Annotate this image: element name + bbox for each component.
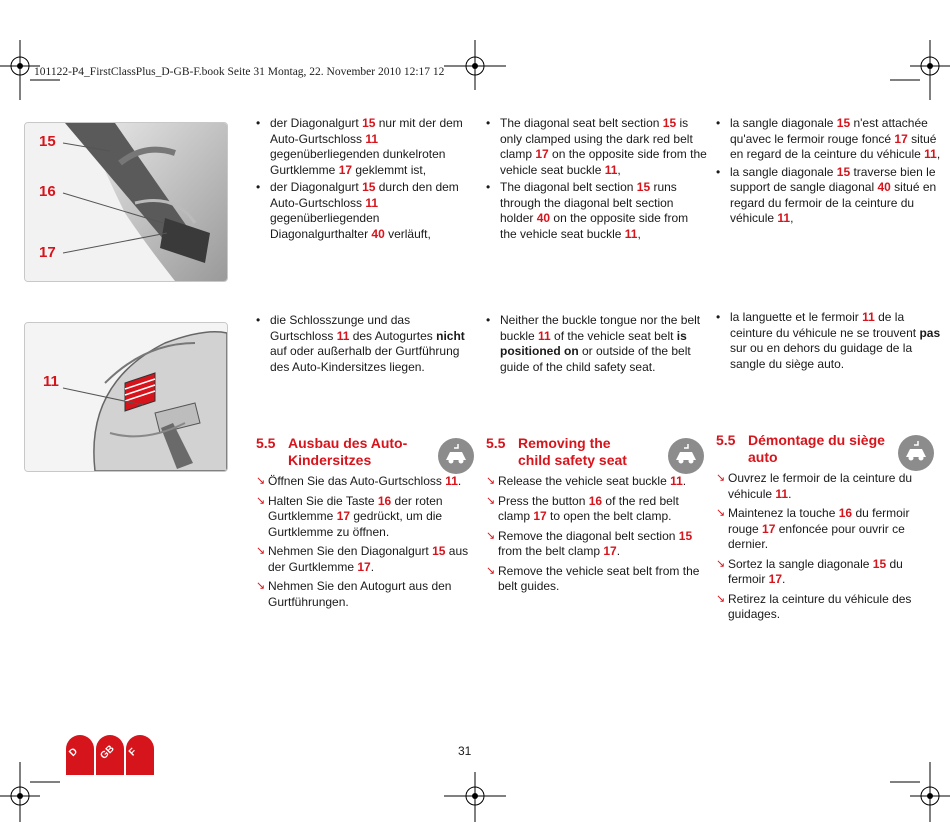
body-text: or outside of the belt guide of the child safety seat. <box>500 344 691 374</box>
step-arrow-icon: ↘ <box>486 475 496 487</box>
reference-number: 17 <box>357 559 371 574</box>
body-text: traverse bien le support de sangle diagonal <box>730 164 936 194</box>
body-text: der Diagonalgurt <box>270 116 363 130</box>
body-text: Neither the buckle tongue nor the belt buckle <box>500 313 701 343</box>
crop-mark-bottom-center <box>444 762 506 822</box>
step-arrow-icon: ↘ <box>486 494 496 507</box>
body-text: Sortez la sangle diagonale <box>728 556 873 571</box>
reference-number: 15 <box>636 180 651 194</box>
steps-german <box>256 474 471 614</box>
body-text: from the belt clamp <box>498 544 604 558</box>
body-text: nur mit der dem Auto-Gurtschloss <box>270 116 463 146</box>
reference-number: 16 <box>588 493 603 508</box>
block2-french <box>716 310 942 374</box>
bullet-item <box>486 180 708 242</box>
car-seat-removal-icon <box>438 438 474 474</box>
body-text: sur ou en dehors du guidage de la sangle du siège auto. <box>730 341 913 371</box>
reference-number: 15 <box>872 556 887 571</box>
instruction-step <box>256 544 471 575</box>
section-title-en: 5.5 Removing the child safety seat <box>486 435 627 468</box>
body-text: , <box>790 211 794 225</box>
instruction-step <box>486 494 708 525</box>
callout-16: 16 <box>39 183 56 200</box>
body-text: . <box>782 572 786 586</box>
reference-number: 17 <box>535 147 549 161</box>
reference-number: 16 <box>377 493 392 508</box>
callout-15: 15 <box>39 133 56 150</box>
reference-number: 11 <box>775 486 789 501</box>
reference-number: 15 <box>678 528 693 543</box>
reference-number: 11 <box>365 131 379 146</box>
body-text: Nehmen Sie den Autogurt aus den Gurtführungen. <box>268 579 452 609</box>
body-text: de la ceinture du véhicule ne se trouvent <box>730 310 920 340</box>
reference-number: 17 <box>894 131 908 146</box>
reference-number: 15 <box>362 180 376 194</box>
section-title-de: 5.5 Ausbau des Auto- Kindersitzes <box>256 435 408 468</box>
body-text: verläuft, <box>384 226 431 241</box>
reference-number: 17 <box>762 521 776 536</box>
steps-english <box>486 474 708 599</box>
body-text: auf oder außerhalb der Gurtführung des Auto-Kindersitzes liegen. <box>270 344 460 374</box>
instruction-step <box>256 579 471 610</box>
step-arrow-icon: ↘ <box>256 545 266 557</box>
step-arrow-icon: ↘ <box>716 472 726 484</box>
body-text: is only clamped using the dark red belt clamp <box>500 116 693 161</box>
body-text: , <box>617 162 621 177</box>
figure-belt-clamp <box>24 122 228 282</box>
reference-number: 11 <box>365 195 379 210</box>
buckle-position-drawing <box>25 323 227 471</box>
instruction-step <box>256 494 471 541</box>
body-text: on the opposite side from the vehicle seat buckle <box>500 211 689 241</box>
language-tab-f: F <box>126 735 154 775</box>
reference-number: 11 <box>445 474 458 488</box>
step-arrow-icon: ↘ <box>716 557 726 570</box>
section-title-fr: 5.5 Démontage du siège auto <box>716 432 885 465</box>
reference-number: 11 <box>924 147 937 161</box>
reference-number: 11 <box>670 474 683 488</box>
body-text: geklemmt ist, <box>352 162 427 177</box>
step-arrow-icon: ↘ <box>486 529 496 542</box>
instruction-step <box>486 564 708 595</box>
body-text: runs through the diagonal belt section holder <box>500 180 677 225</box>
block2-de-item <box>256 313 471 375</box>
body-text: Öffnen Sie das Auto-Gurtschloss <box>268 474 446 488</box>
body-text: der Diagonalgurt <box>270 180 363 194</box>
body-text: situé en regard de la ceinture du véhicule <box>730 131 937 161</box>
reference-number: 40 <box>371 226 385 241</box>
reference-number: 15 <box>836 164 851 179</box>
block1-english <box>486 116 708 244</box>
body-text: gedrückt, um die Gurtklemme zu öffnen. <box>268 509 443 539</box>
block2-fr-item <box>716 310 942 372</box>
car-seat-removal-icon <box>668 438 704 474</box>
block2-english <box>486 313 708 377</box>
body-text: on the opposite side from the vehicle seat buckle <box>500 147 707 177</box>
reference-number: 15 <box>362 116 376 130</box>
reference-number: 11 <box>862 310 875 324</box>
reference-number: 40 <box>536 211 551 225</box>
reference-number: 15 <box>836 116 851 130</box>
instruction-step <box>716 506 942 553</box>
callout-17: 17 <box>39 244 56 261</box>
block1-french <box>716 116 942 229</box>
bullet-item <box>486 116 708 178</box>
body-text: Retirez la ceinture du véhicule des guidages. <box>728 591 912 621</box>
body-text: . <box>370 559 375 574</box>
page-number: 31 <box>458 744 472 758</box>
body-text: Remove the diagonal belt section <box>498 528 679 543</box>
body-text: Remove the vehicle seat belt from the belt guides. <box>498 563 700 593</box>
body-text: . <box>457 474 462 488</box>
emphasis-text: is positioned on <box>500 328 687 358</box>
body-text: gegenüberliegenden Diagonalgurthalter <box>270 211 380 241</box>
reference-number: 40 <box>877 180 891 194</box>
reference-number: 11 <box>538 328 551 343</box>
reference-number: 17 <box>603 544 617 558</box>
step-arrow-icon: ↘ <box>716 507 726 519</box>
body-text: du fermoir rouge <box>728 506 910 536</box>
instruction-step <box>716 471 942 502</box>
body-text: of the red belt clamp <box>498 493 679 523</box>
body-text: situé en regard du fermoir de la ceinture du véhicule <box>730 180 937 225</box>
crop-mark-top-right <box>890 40 950 100</box>
body-text: . <box>788 486 792 501</box>
reference-number: 17 <box>533 509 547 523</box>
crop-mark-bottom-right <box>890 762 950 822</box>
reference-number: 11 <box>336 328 350 343</box>
body-text: of the vehicle seat belt <box>550 328 677 343</box>
crop-mark-bottom-left <box>0 762 60 822</box>
body-text: Ouvrez le fermoir de la ceinture du véhicule <box>728 471 913 501</box>
language-tab-d: D <box>66 735 94 775</box>
block1-german <box>256 116 471 244</box>
body-text: The diagonal belt section <box>500 180 637 194</box>
body-text: . <box>682 474 687 488</box>
instruction-step <box>716 592 942 623</box>
body-text: Press the button <box>498 493 589 508</box>
car-seat-removal-icon <box>898 435 934 471</box>
body-text: to open the belt clamp. <box>546 509 672 523</box>
crop-mark-top-center <box>444 40 506 100</box>
reference-number: 11 <box>777 211 791 225</box>
body-text: der roten Gurtklemme <box>268 493 443 523</box>
reference-number: 11 <box>604 162 618 177</box>
figure-buckle-position <box>24 322 228 472</box>
bullet-item <box>256 180 471 242</box>
reference-number: 11 <box>624 226 638 241</box>
language-tab-gb: GB <box>96 735 124 775</box>
body-text: Maintenez la touche <box>728 506 839 520</box>
reference-number: 17 <box>336 509 351 523</box>
step-arrow-icon: ↘ <box>256 580 266 592</box>
body-text: die Schlosszunge und das Gurtschloss <box>270 313 411 343</box>
body-text: , <box>936 147 941 161</box>
body-text: la sangle diagonale <box>730 116 837 130</box>
instruction-step <box>256 474 471 490</box>
body-text: Release the vehicle seat buckle <box>498 474 671 488</box>
body-text: . <box>616 544 621 558</box>
step-arrow-icon: ↘ <box>716 592 726 605</box>
reference-number: 15 <box>432 544 446 558</box>
step-arrow-icon: ↘ <box>256 494 266 507</box>
bullet-item <box>716 165 942 227</box>
block2-en-item <box>486 313 708 375</box>
reference-number: 15 <box>662 116 677 130</box>
emphasis-text: nicht <box>436 328 465 343</box>
body-text: aus der Gurtklemme <box>268 544 469 574</box>
body-text: des Autogurtes <box>349 328 437 343</box>
emphasis-text: pas <box>919 325 941 340</box>
body-text: Nehmen Sie den Diagonalgurt <box>268 544 433 558</box>
reference-number: 17 <box>338 162 353 177</box>
instruction-step <box>486 529 708 560</box>
body-text: durch den dem Auto-Gurtschloss <box>270 180 459 210</box>
steps-french <box>716 471 942 627</box>
reference-number: 17 <box>768 572 783 586</box>
step-arrow-icon: ↘ <box>256 475 266 487</box>
bullet-item <box>256 116 471 178</box>
body-text: enfoncée pour ouvrir ce dernier. <box>728 521 905 551</box>
step-arrow-icon: ↘ <box>486 564 496 577</box>
body-text: la languette et le fermoir <box>730 310 863 324</box>
bullet-item <box>716 116 942 163</box>
reference-number: 16 <box>838 506 853 520</box>
block2-german <box>256 313 471 377</box>
body-text: , <box>637 226 641 241</box>
body-text: The diagonal seat belt section <box>500 116 663 130</box>
print-header: 101122-P4_FirstClassPlus_D-GB-F.book Seite 31 Montag, 22. November 2010 12:17 12 <box>34 66 445 78</box>
callout-11: 11 <box>43 373 59 390</box>
body-text: du fermoir <box>728 556 903 586</box>
body-text: Halten Sie die Taste <box>268 493 378 508</box>
body-text: n'est attachée qu'avec le fermoir rouge foncé <box>730 116 928 146</box>
body-text: gegenüberliegenden dunkelroten Gurtklemme <box>270 147 446 177</box>
instruction-step <box>486 474 708 490</box>
body-text: la sangle diagonale <box>730 164 837 179</box>
instruction-step <box>716 557 942 588</box>
